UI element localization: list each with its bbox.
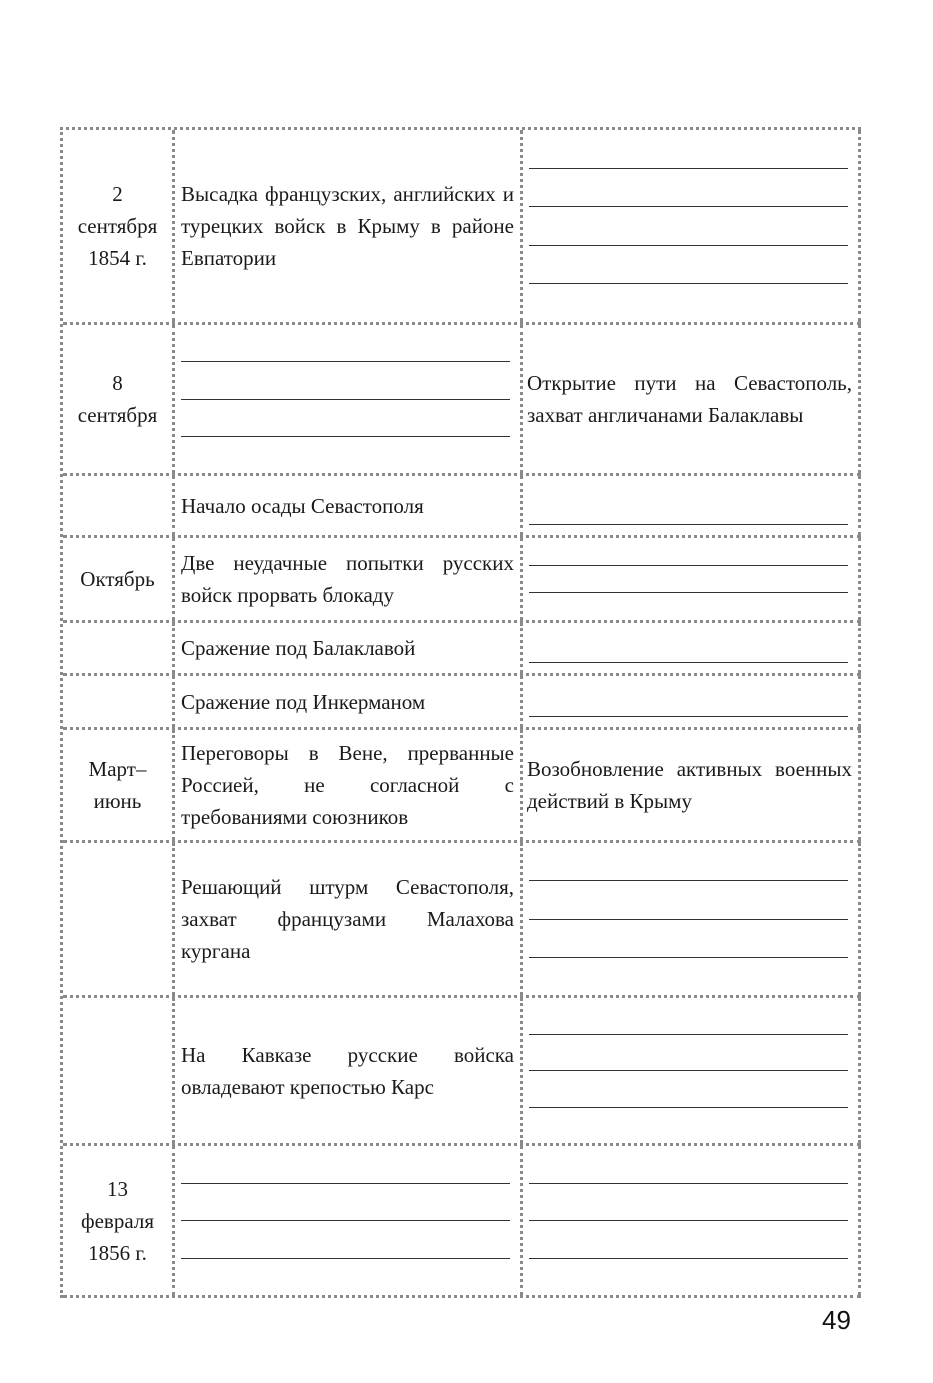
- result-cell-text: Открытие пути на Севастополь, захват англичанами Балаклавы: [527, 371, 852, 427]
- answer-lines[interactable]: [529, 623, 848, 673]
- date-cell: [63, 538, 175, 620]
- answer-lines[interactable]: [529, 476, 848, 535]
- table-row: [63, 325, 861, 476]
- answer-line[interactable]: [529, 245, 848, 246]
- answer-line[interactable]: [529, 1070, 848, 1071]
- result-cell: [523, 843, 861, 995]
- answer-line[interactable]: [529, 1034, 848, 1035]
- event-cell: [175, 730, 523, 840]
- result-cell: [523, 1146, 861, 1295]
- result-cell: [523, 730, 861, 840]
- event-cell: [175, 623, 523, 673]
- event-cell: [175, 325, 523, 473]
- table-row: [63, 623, 861, 676]
- answer-line[interactable]: [529, 1220, 848, 1221]
- answer-line[interactable]: [181, 436, 510, 437]
- event-cell-text: Две неудачные попытки русских войск прорвать блокаду: [181, 551, 514, 607]
- answer-line[interactable]: [529, 1183, 848, 1184]
- date-cell: [63, 676, 175, 727]
- answer-lines[interactable]: [181, 325, 510, 473]
- event-cell-text: Решающий штурм Севастополя, захват французами Малахова кургана: [181, 875, 514, 963]
- answer-line[interactable]: [529, 880, 848, 881]
- result-cell: [523, 130, 861, 322]
- answer-line[interactable]: [529, 168, 848, 169]
- result-cell: [523, 538, 861, 620]
- event-cell-text: Начало осады Севастополя: [181, 493, 424, 518]
- answer-lines[interactable]: [529, 676, 848, 727]
- answer-line[interactable]: [529, 524, 848, 525]
- result-cell: [523, 998, 861, 1143]
- answer-line[interactable]: [181, 399, 510, 400]
- event-cell: [175, 998, 523, 1143]
- chronology-table: [60, 127, 861, 1298]
- date-cell: [63, 730, 175, 840]
- date-cell: [63, 998, 175, 1143]
- result-cell: [523, 476, 861, 535]
- event-cell: [175, 476, 523, 535]
- event-cell: [175, 130, 523, 322]
- date-cell: [63, 623, 175, 673]
- date-cell: [63, 325, 175, 473]
- answer-lines[interactable]: [181, 1146, 510, 1295]
- table-row: [63, 730, 861, 843]
- table-row: [63, 843, 861, 998]
- date-cell: [63, 130, 175, 322]
- table-row: [63, 998, 861, 1146]
- page-number: 49: [822, 1305, 851, 1335]
- answer-lines[interactable]: [529, 843, 848, 995]
- event-cell-text: Сражение под Балаклавой: [181, 636, 416, 660]
- event-cell-text: Переговоры в Вене, прерванные Россией, не согласной с требованиями союзников: [181, 741, 514, 829]
- answer-line[interactable]: [181, 1258, 510, 1259]
- date-cell: [63, 476, 175, 535]
- event-cell: [175, 538, 523, 620]
- answer-lines[interactable]: [529, 538, 848, 620]
- answer-lines[interactable]: [529, 1146, 848, 1295]
- result-cell: [523, 623, 861, 673]
- answer-line[interactable]: [181, 1183, 510, 1184]
- event-cell: [175, 1146, 523, 1295]
- result-cell: [523, 676, 861, 727]
- answer-line[interactable]: [529, 1107, 848, 1108]
- event-cell: [175, 676, 523, 727]
- date-cell: [63, 1146, 175, 1295]
- answer-lines[interactable]: [529, 130, 848, 322]
- event-cell-text: Сражение под Инкерманом: [181, 689, 426, 714]
- date-cell: [63, 843, 175, 995]
- date-cell-text: 13 февраля 1856 г.: [81, 1176, 154, 1265]
- answer-line[interactable]: [529, 592, 848, 593]
- answer-line[interactable]: [181, 1220, 510, 1221]
- date-cell-text: Октябрь: [80, 567, 155, 591]
- table-row: [63, 1146, 861, 1298]
- answer-line[interactable]: [529, 1258, 848, 1259]
- event-cell-text: На Кавказе русские войска овладевают крепостью Карс: [181, 1042, 514, 1099]
- event-cell: [175, 843, 523, 995]
- table-row: [63, 538, 861, 623]
- answer-line[interactable]: [529, 565, 848, 566]
- date-cell-text: 8 сентября: [77, 371, 158, 427]
- answer-line[interactable]: [529, 283, 848, 284]
- event-cell-text: Высадка французских, английских и турецких войск в Крыму в районе Евпатории: [181, 182, 514, 270]
- result-cell: [523, 325, 861, 473]
- answer-line[interactable]: [529, 662, 848, 663]
- result-cell-text: Возобновление активных военных действий в Крыму: [527, 757, 852, 813]
- answer-line[interactable]: [529, 957, 848, 958]
- answer-line[interactable]: [529, 716, 848, 717]
- table-row: [63, 476, 861, 538]
- answer-line[interactable]: [181, 361, 510, 362]
- answer-line[interactable]: [529, 206, 848, 207]
- date-cell-text: 2 сентября 1854 г.: [77, 182, 158, 270]
- date-cell-text: Март– июнь: [88, 757, 147, 813]
- answer-line[interactable]: [529, 919, 848, 920]
- table-row: [63, 130, 861, 325]
- table-row: [63, 676, 861, 730]
- answer-lines[interactable]: [529, 998, 848, 1143]
